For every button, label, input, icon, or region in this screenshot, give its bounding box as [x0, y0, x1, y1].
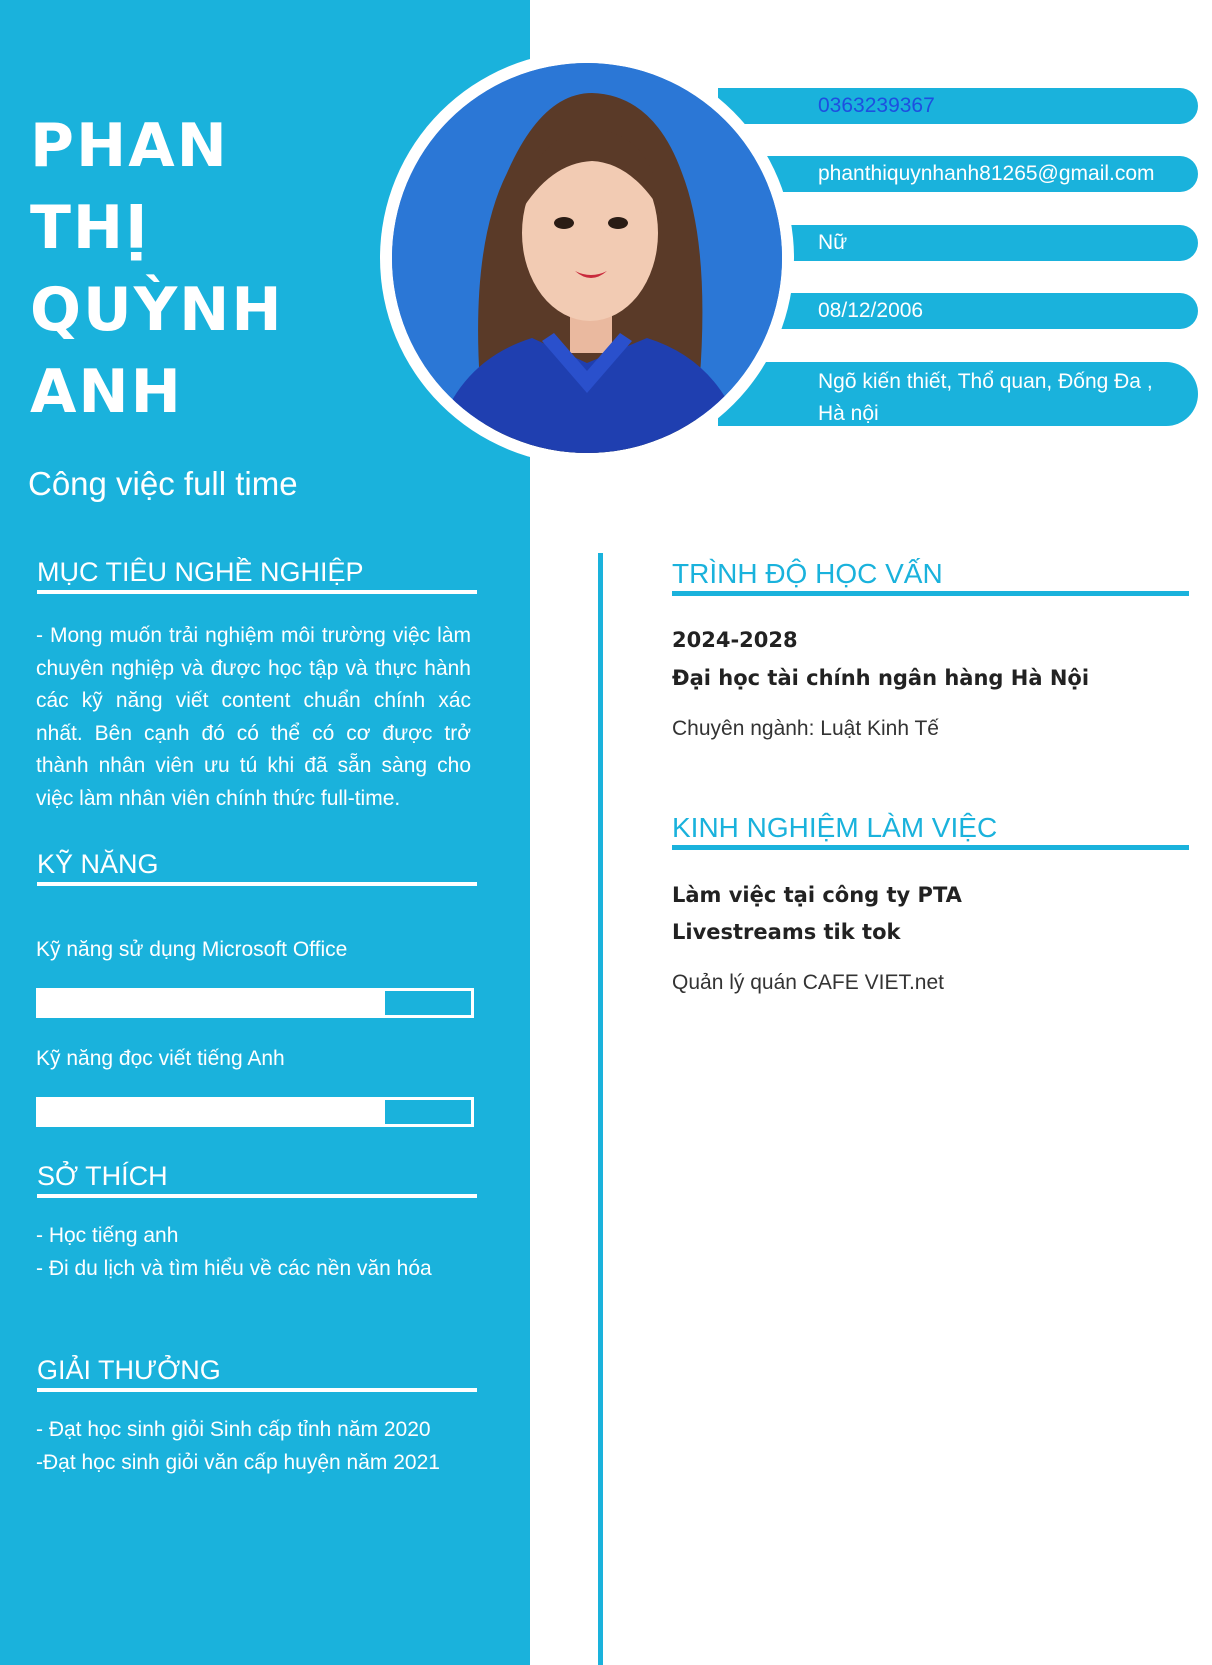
skill-bar	[36, 1097, 474, 1127]
list-item: - Học tiếng anh	[36, 1224, 179, 1247]
column-divider	[598, 553, 603, 1665]
hobbies-title: SỞ THÍCH	[37, 1160, 477, 1198]
dob-text: 08/12/2006	[818, 299, 924, 322]
education-school: Đại học tài chính ngân hàng Hà Nội	[672, 666, 1090, 690]
name-line: THỊ	[30, 193, 150, 263]
name-line: QUỲNH	[30, 275, 284, 345]
profile-photo	[392, 63, 782, 453]
phone-pill	[718, 88, 1198, 124]
address-line: Ngõ kiến thiết, Thổ quan, Đống Đa ,	[818, 370, 1153, 393]
gender-text: Nữ	[818, 231, 848, 254]
awards-title: GIẢI THƯỞNG	[37, 1354, 477, 1392]
gender-pill	[780, 225, 1198, 261]
name-line: ANH	[30, 357, 183, 427]
list-item: - Đi du lịch và tìm hiểu về các nền văn hóa	[36, 1256, 432, 1280]
email-pill	[760, 156, 1198, 192]
awards-list	[36, 1414, 471, 1479]
address-pill	[718, 362, 1198, 426]
objective-text: - Mong muốn trải nghiệm môi trường việc làm chuyên nghiệp và được học tập và thực hành các kỹ năng viết content chuẩn chính xác nhất. Bên cạnh đó có thể có cơ được trở thành nhân viên ưu tú khi đã sẵn sàng cho việc làm nhân viên chính thức full-time.	[36, 624, 471, 810]
job-type: Công việc full time	[28, 465, 298, 502]
education-title: TRÌNH ĐỘ HỌC VẤN	[672, 557, 1189, 596]
portrait-illustration	[392, 63, 782, 453]
skills-title: KỸ NĂNG	[37, 848, 477, 886]
skill-label: Kỹ năng sử dụng Microsoft Office	[36, 938, 348, 961]
hobbies-list	[36, 1220, 471, 1285]
experience-company: Làm việc tại công ty PTA	[672, 883, 962, 907]
skill-bar-fill	[39, 1100, 385, 1124]
list-item: - Đạt học sinh giỏi Sinh cấp tỉnh năm 2020	[36, 1418, 431, 1441]
objective-title: MỤC TIÊU NGHỀ NGHIỆP	[37, 556, 477, 594]
skill-bar	[36, 988, 474, 1018]
email-text: phanthiquynhanh81265@gmail.com	[818, 162, 1155, 185]
experience-detail: Quản lý quán CAFE VIET.net	[672, 971, 944, 994]
list-item: -Đạt học sinh giỏi văn cấp huyện năm 2021	[36, 1450, 440, 1474]
experience-role: Livestreams tik tok	[672, 920, 901, 944]
dob-pill	[780, 293, 1198, 329]
name-line: PHAN	[30, 111, 229, 181]
skill-bar-fill	[39, 991, 385, 1015]
full-name	[30, 105, 284, 433]
experience-title: KINH NGHIỆM LÀM VIỆC	[672, 811, 1189, 850]
education-major: Chuyên ngành: Luật Kinh Tế	[672, 717, 939, 740]
skill-label: Kỹ năng đọc viết tiếng Anh	[36, 1047, 285, 1070]
education-years: 2024-2028	[672, 628, 798, 652]
address-line: Hà nội	[818, 402, 879, 425]
phone-text: 0363239367	[818, 94, 935, 117]
